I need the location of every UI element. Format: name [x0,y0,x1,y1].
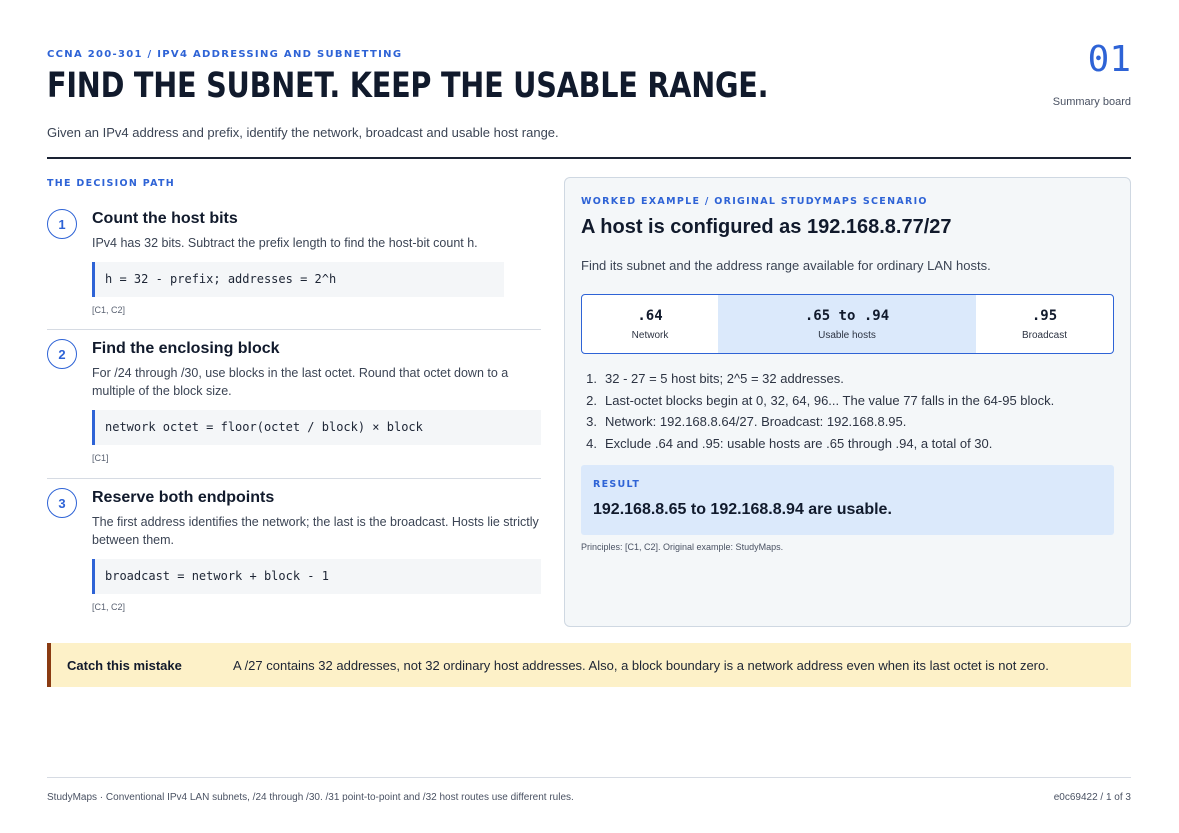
list-item-text: Network: 192.168.8.64/27. Broadcast: 192.168.8.95. [605,414,907,429]
page-number: 01 [1087,39,1131,80]
page-subtitle: Given an IPv4 address and prefix, identify the network, broadcast and usable host range. [47,125,559,140]
range-network-value: .64 [637,307,663,324]
range-usable-label: Usable hosts [818,329,876,341]
result-box [581,465,1114,535]
step-formula: broadcast = network + block - 1 [92,559,541,594]
step-number: 2 [47,339,77,369]
list-item [581,433,1114,455]
step-description: For /24 through /30, use blocks in the last octet. Round that octet down to a multiple of the block size. [92,366,509,398]
list-item-number: 4. [586,435,597,451]
list-item-number: 2. [586,392,597,408]
footer-note: StudyMaps · Conventional IPv4 LAN subnets, /24 through /30. /31 point-to-point and /32 host routes use different rules. [47,792,574,803]
list-item [581,411,1114,433]
step-number: 3 [47,488,77,518]
address-range-bar [581,294,1114,354]
example-note: Principles: [C1, C2]. Original example: StudyMaps. [581,542,784,552]
list-item [581,390,1114,412]
step-title: Reserve both endpoints [92,489,275,506]
example-description: Find its subnet and the address range available for ordinary LAN hosts. [581,258,991,273]
page-number-label: Summary board [1052,96,1131,108]
range-broadcast-value: .95 [1031,307,1058,324]
mistake-text: A /27 contains 32 addresses, not 32 ordinary host addresses. Also, a block boundary is a network address even when its last octet is not zero. [233,657,1049,673]
list-item-text: Exclude .64 and .95: usable hosts are .65 through .94, a total of 30. [605,435,993,451]
mistake-label: Catch this mistake [67,657,182,673]
list-item-number: 1. [586,371,597,386]
footer-page-id: e0c69422 / 1 of 3 [1053,792,1131,803]
step-title: Count the host bits [92,210,238,227]
decision-path-label: THE DECISION PATH [47,178,176,189]
range-network-label: Network [631,329,669,341]
header-divider [47,157,1131,159]
step-title: Find the enclosing block [92,340,280,357]
list-item-text: Last-octet blocks begin at 0, 32, 64, 96... The value 77 falls in the 64-95 block. [605,392,1055,408]
step-divider [47,478,541,479]
list-item [581,368,1114,390]
step-citation: [C1, C2] [92,602,126,612]
page-title: FIND THE SUBNET. KEEP THE USABLE RANGE. [47,66,769,106]
list-item-text: 32 - 27 = 5 host bits; 2^5 = 32 addresses. [605,371,844,386]
step-description: The first address identifies the network; the last is the broadcast. Hosts lie strictly between them. [92,515,539,547]
result-label: RESULT [593,479,641,490]
range-broadcast-label: Broadcast [1021,329,1068,341]
example-title: A host is configured as 192.168.8.77/27 [581,216,952,238]
worked-example-panel [564,177,1131,627]
step-divider [47,329,541,330]
result-text: 192.168.8.65 to 192.168.8.94 are usable. [593,501,892,518]
eyebrow: CCNA 200-301 / IPV4 ADDRESSING AND SUBNETTING [47,49,403,60]
range-network-cell [582,295,718,353]
range-usable-cell [718,295,976,353]
step-number: 1 [47,209,77,239]
range-usable-value: .65 to .94 [804,307,890,324]
range-broadcast-cell [976,295,1113,353]
mistake-callout [47,643,1131,687]
step-citation: [C1, C2] [92,305,126,315]
list-item-number: 3. [586,414,597,429]
example-eyebrow: WORKED EXAMPLE / ORIGINAL STUDYMAPS SCENARIO [581,196,928,207]
step-description: IPv4 has 32 bits. Subtract the prefix length to find the host-bit count h. [92,236,478,250]
footer-divider [47,777,1131,778]
step-formula: h = 32 - prefix; addresses = 2^h [92,262,504,297]
example-steps-list [581,368,1114,454]
step-citation: [C1] [92,453,109,463]
step-formula: network octet = floor(octet / block) × block [92,410,541,445]
